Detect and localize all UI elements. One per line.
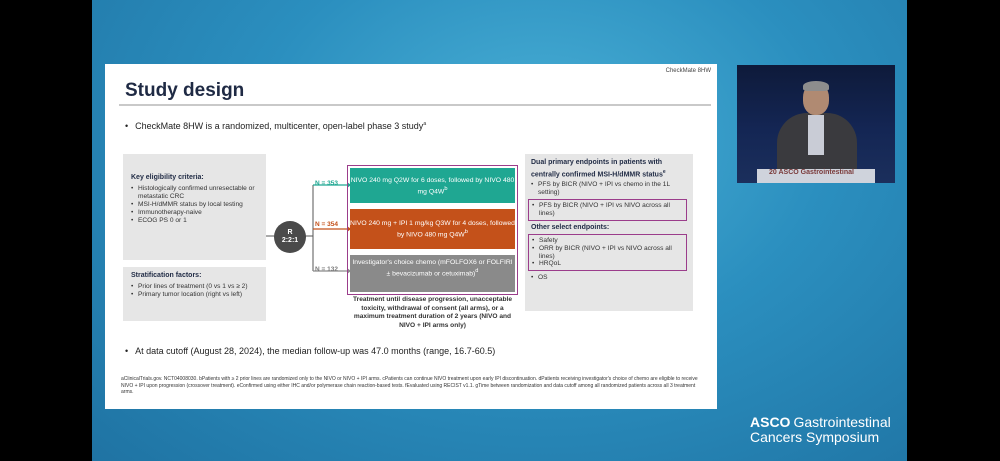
eligibility-item: • ECOG PS 0 or 1 <box>131 217 260 225</box>
study-name-tag: CheckMate 8HW <box>665 68 711 74</box>
arm-text: NIVO 240 mg + IPI 1 mg/kg Q3W for 4 doses, followed by NIVO 480 mg Q4W <box>350 220 515 239</box>
footnote-marker: b <box>444 186 448 192</box>
presenter-shirt <box>808 115 824 155</box>
arm-text: Investigator's choice chemo (mFOLFOX6 or FOLFIRI ± bevacizumab or cetuximab) <box>352 259 513 278</box>
treatment-duration-note: Treatment until disease progression, unacceptable toxicity, withdrawal of consent (all arms), or a maximum treatment duration of 2 years (NIVO and NIVO + IPI arms only) <box>352 296 513 329</box>
presentation-slide <box>105 64 717 409</box>
footnote-marker: a <box>423 121 427 127</box>
secondary-endpoint-item: • ORR by BICR (NIVO + IPI vs NIVO across all lines) <box>532 245 684 261</box>
randomization-node <box>274 221 306 253</box>
arm-n-nivo-ipi: N = 354 <box>315 221 338 228</box>
follow-up-bullet <box>125 346 495 356</box>
asco-logo-line2: Cancers Symposium <box>750 429 880 445</box>
slide-title: Study design <box>125 80 245 101</box>
presenter-hair <box>803 81 829 91</box>
arm-box-nivo-ipi <box>350 209 515 249</box>
endpoints-panel <box>525 154 693 311</box>
arm-text: NIVO 240 mg Q2W for 6 doses, followed by NIVO 480 mg Q4W <box>350 177 515 196</box>
randomization-label: R <box>287 229 293 236</box>
primary-endpoints-heading <box>531 159 687 179</box>
follow-up-text: At data cutoff (August 28, 2024), the median follow-up was 47.0 months (range, 16.7-60.5) <box>135 346 496 356</box>
stratification-item: • Primary tumor location (right vs left) <box>131 291 260 299</box>
arm-box-chemo <box>350 255 515 292</box>
study-summary-text: CheckMate 8HW is a randomized, multicenter, open-label phase 3 study <box>135 121 424 131</box>
secondary-endpoint-item: • OS <box>531 274 687 282</box>
arm-box-nivo <box>350 168 515 203</box>
speaker-video-feed <box>737 65 895 183</box>
highlighted-secondary-endpoints <box>528 234 687 271</box>
eligibility-heading: Key eligibility criteria: <box>131 174 204 181</box>
podium-sign: 20 ASCO Gastrointestinal <box>769 169 854 176</box>
primary-endpoint-item: • PFS by BICR (NIVO + IPI vs NIVO across all lines) <box>532 202 684 218</box>
primary-endpoints-heading-text: Dual primary endpoints in patients with centrally confirmed MSI-H/dMMR status <box>531 159 663 178</box>
secondary-endpoint-item: • HRQoL <box>532 260 684 268</box>
eligibility-item: • Immunotherapy-naive <box>131 209 260 217</box>
secondary-endpoints-heading: Other select endpoints: <box>531 223 610 231</box>
stratification-heading: Stratification factors: <box>131 272 202 279</box>
stratification-item: • Prior lines of treatment (0 vs 1 vs ≥ 2) <box>131 283 260 291</box>
highlighted-primary-endpoint <box>528 199 687 221</box>
primary-endpoints-list <box>531 181 687 197</box>
footnotes: aClinicalTrials.gov. NCT04008030. bPatients with ≥ 2 prior lines are randomized only to the NIVO or NIVO + IPI arms. cPatients can continue NIVO treatment upon early IPI discontinuation. dPatients receiving investigator's choice of chemo are eligible to receive NIVO + IPI upon progression (crossover treatment). eConfirmed using either IHC and/or polymerase chain reaction-based tests. fEvaluated using RECIST v1.1. gTime between randomization and data cutoff among all randomized patients across all 3 treatment arms. <box>121 376 698 395</box>
footnote-marker: e <box>662 168 666 175</box>
asco-wordmark: ASCO <box>750 414 791 430</box>
arm-n-chemo: N = 132 <box>315 266 338 273</box>
bullet-icon: • <box>125 121 129 131</box>
arm-n-nivo: N = 353 <box>315 180 338 187</box>
footnote-marker: b <box>464 229 468 235</box>
asco-logo <box>750 415 891 445</box>
secondary-endpoint-item: • Safety <box>532 237 684 245</box>
eligibility-item: • MSI-H/dMMR status by local testing <box>131 201 260 209</box>
asco-logo-line1 <box>750 414 891 430</box>
randomization-ratio: 2:2:1 <box>281 237 299 244</box>
footnote-marker: d <box>475 268 479 274</box>
primary-endpoint-item: • PFS by BICR (NIVO + IPI vs chemo in the 1L setting) <box>531 181 687 197</box>
eligibility-item: • Histologically confirmed unresectable or metastatic CRC <box>131 185 260 201</box>
bullet-icon: • <box>125 346 129 356</box>
asco-logo-text: Gastrointestinal <box>793 414 891 430</box>
